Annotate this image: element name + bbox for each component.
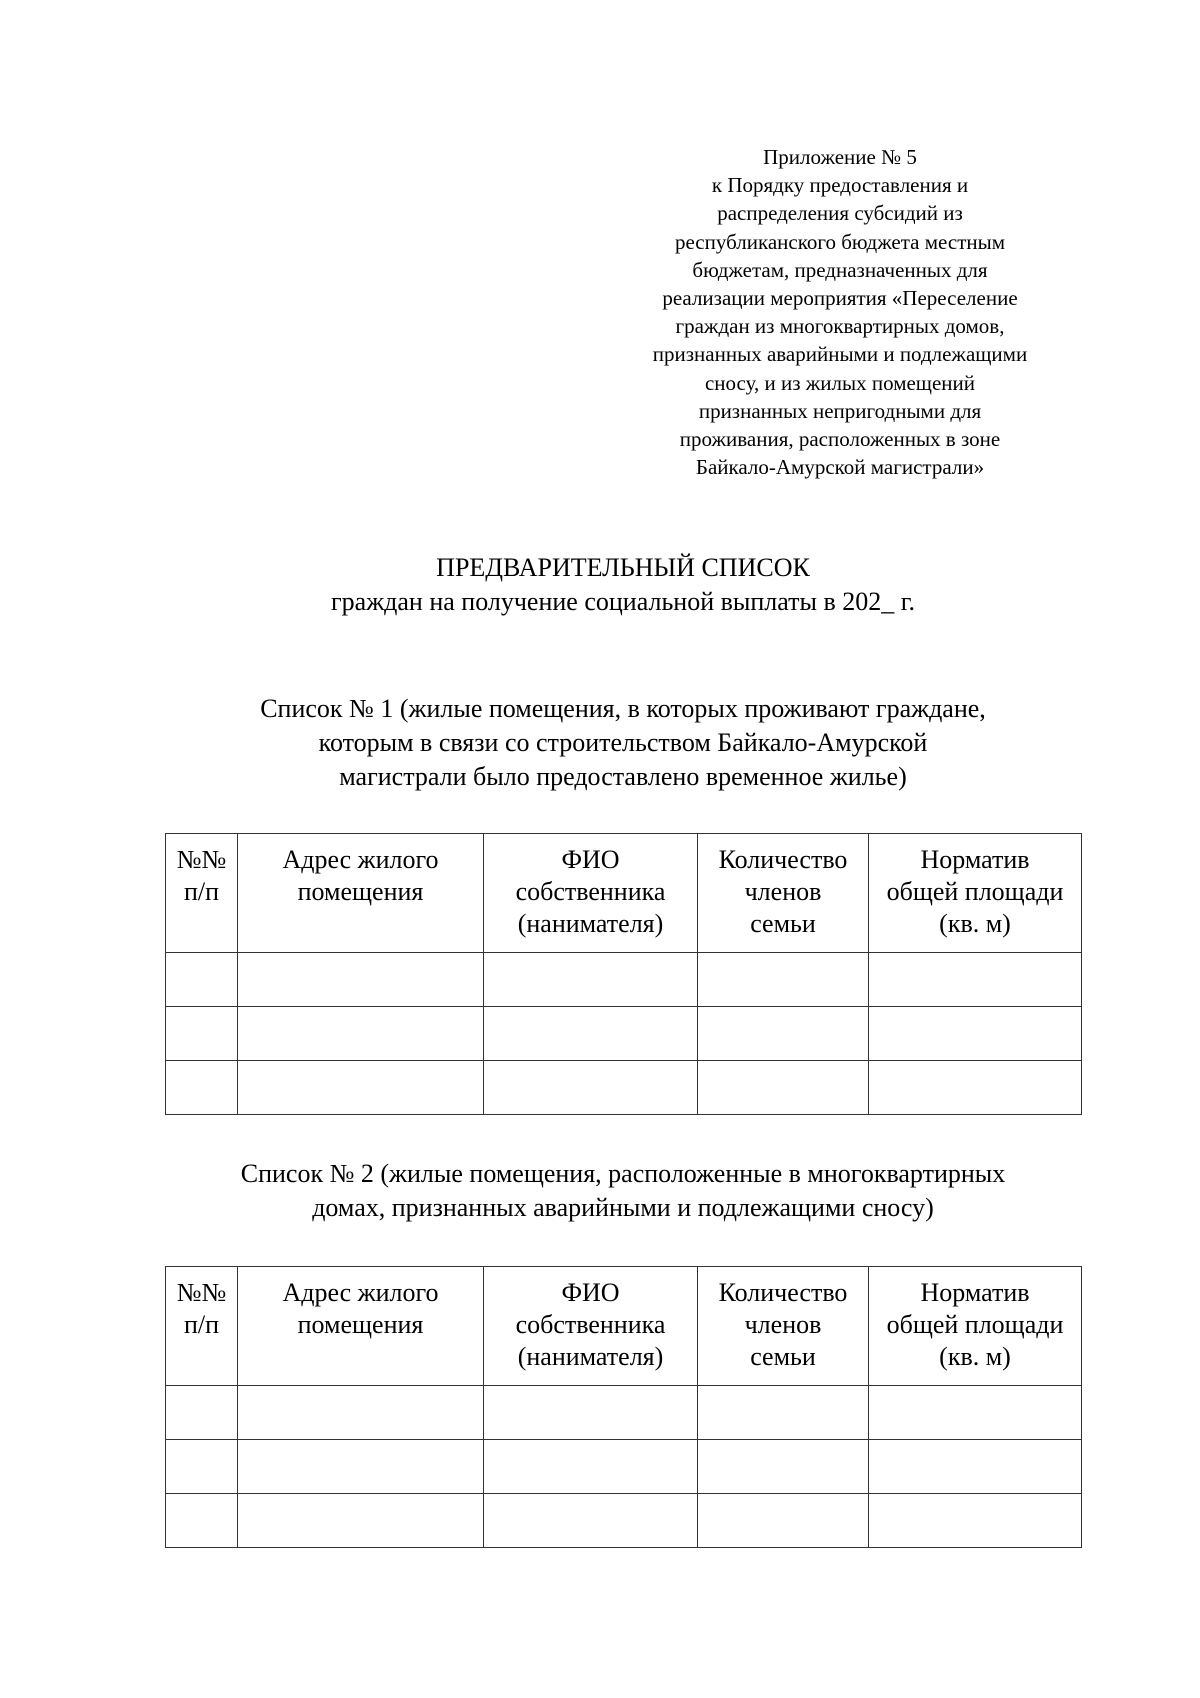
cell-fio[interactable] (484, 1494, 698, 1548)
appendix-line: граждан из многоквартирных домов, (675, 314, 1005, 339)
cell-num[interactable] (166, 1386, 238, 1440)
table-header-row (166, 834, 1082, 953)
cell-fio[interactable] (484, 1007, 698, 1061)
appendix-line: распределения субсидий из (717, 201, 963, 226)
header-family-count: Количество членов семьи (698, 1267, 869, 1386)
cell-address[interactable] (238, 1494, 484, 1548)
cell-num[interactable] (166, 1440, 238, 1494)
header-area-norm: Норматив общей площади (кв. м) (869, 1267, 1082, 1386)
header-address: Адрес жилого помещения (238, 1267, 484, 1386)
header-family-count: Количество членов семьи (698, 834, 869, 953)
appendix-line: реализации мероприятия «Переселение (662, 286, 1018, 311)
appendix-line: Байкало-Амурской магистрали» (695, 455, 985, 480)
header-num: №№ п/п (166, 834, 238, 953)
cell-address[interactable] (238, 1061, 484, 1115)
table-row (166, 1061, 1082, 1115)
table-row (166, 1007, 1082, 1061)
appendix-line: сносу, и из жилых помещений (704, 370, 976, 395)
cell-area-norm[interactable] (869, 953, 1082, 1007)
appendix-line: признанных непригодными для (698, 398, 982, 423)
header-fio: ФИО собственника (нанимателя) (484, 834, 698, 953)
header-fio: ФИО собственника (нанимателя) (484, 1267, 698, 1386)
cell-family-count[interactable] (698, 1007, 869, 1061)
table-row (166, 1386, 1082, 1440)
cell-address[interactable] (238, 1007, 484, 1061)
cell-num[interactable] (166, 1494, 238, 1548)
table-row (166, 1440, 1082, 1494)
table-row (166, 953, 1082, 1007)
appendix-line: к Порядку предоставления и (711, 173, 969, 198)
document-title (0, 551, 1200, 619)
list1-heading-line: которым в связи со строительством Байкало-Амурской (318, 728, 928, 757)
list2-heading (0, 1157, 1200, 1225)
cell-area-norm[interactable] (869, 1007, 1082, 1061)
cell-num[interactable] (166, 1061, 238, 1115)
cell-fio[interactable] (484, 1440, 698, 1494)
list1-table (165, 833, 1082, 1115)
cell-num[interactable] (166, 953, 238, 1007)
header-area-norm: Норматив общей площади (кв. м) (869, 834, 1082, 953)
list1-heading-line: магистрали было предоставлено временное жилье) (339, 762, 907, 791)
cell-address[interactable] (238, 953, 484, 1007)
appendix-line: республиканского бюджета местным (674, 229, 1006, 254)
cell-address[interactable] (238, 1386, 484, 1440)
cell-family-count[interactable] (698, 953, 869, 1007)
header-num: №№ п/п (166, 1267, 238, 1386)
cell-fio[interactable] (484, 953, 698, 1007)
appendix-line: проживания, расположенных в зоне (679, 427, 1001, 452)
cell-area-norm[interactable] (869, 1386, 1082, 1440)
list1-heading (0, 692, 1200, 794)
list2-table (165, 1266, 1082, 1548)
cell-area-norm[interactable] (869, 1440, 1082, 1494)
cell-family-count[interactable] (698, 1440, 869, 1494)
cell-family-count[interactable] (698, 1494, 869, 1548)
title-line-2: граждан на получение социальной выплаты в 202_ г. (331, 587, 915, 616)
appendix-line: признанных аварийными и подлежащими (652, 342, 1028, 367)
cell-fio[interactable] (484, 1061, 698, 1115)
cell-num[interactable] (166, 1007, 238, 1061)
cell-fio[interactable] (484, 1386, 698, 1440)
cell-area-norm[interactable] (869, 1061, 1082, 1115)
title-line-1: ПРЕДВАРИТЕЛЬНЫЙ СПИСОК (436, 553, 810, 582)
cell-family-count[interactable] (698, 1386, 869, 1440)
list2-heading-line: домах, признанных аварийными и подлежащими сносу) (312, 1193, 934, 1222)
appendix-note (620, 143, 1060, 481)
list1-heading-line: Список № 1 (жилые помещения, в которых проживают граждане, (260, 694, 986, 723)
header-address: Адрес жилого помещения (238, 834, 484, 953)
cell-area-norm[interactable] (869, 1494, 1082, 1548)
appendix-line: бюджетам, предназначенных для (692, 257, 988, 282)
cell-address[interactable] (238, 1440, 484, 1494)
table-row (166, 1494, 1082, 1548)
cell-family-count[interactable] (698, 1061, 869, 1115)
table-header-row (166, 1267, 1082, 1386)
appendix-line: Приложение № 5 (763, 145, 917, 169)
list2-heading-line: Список № 2 (жилые помещения, расположенные в многоквартирных (240, 1159, 1006, 1188)
